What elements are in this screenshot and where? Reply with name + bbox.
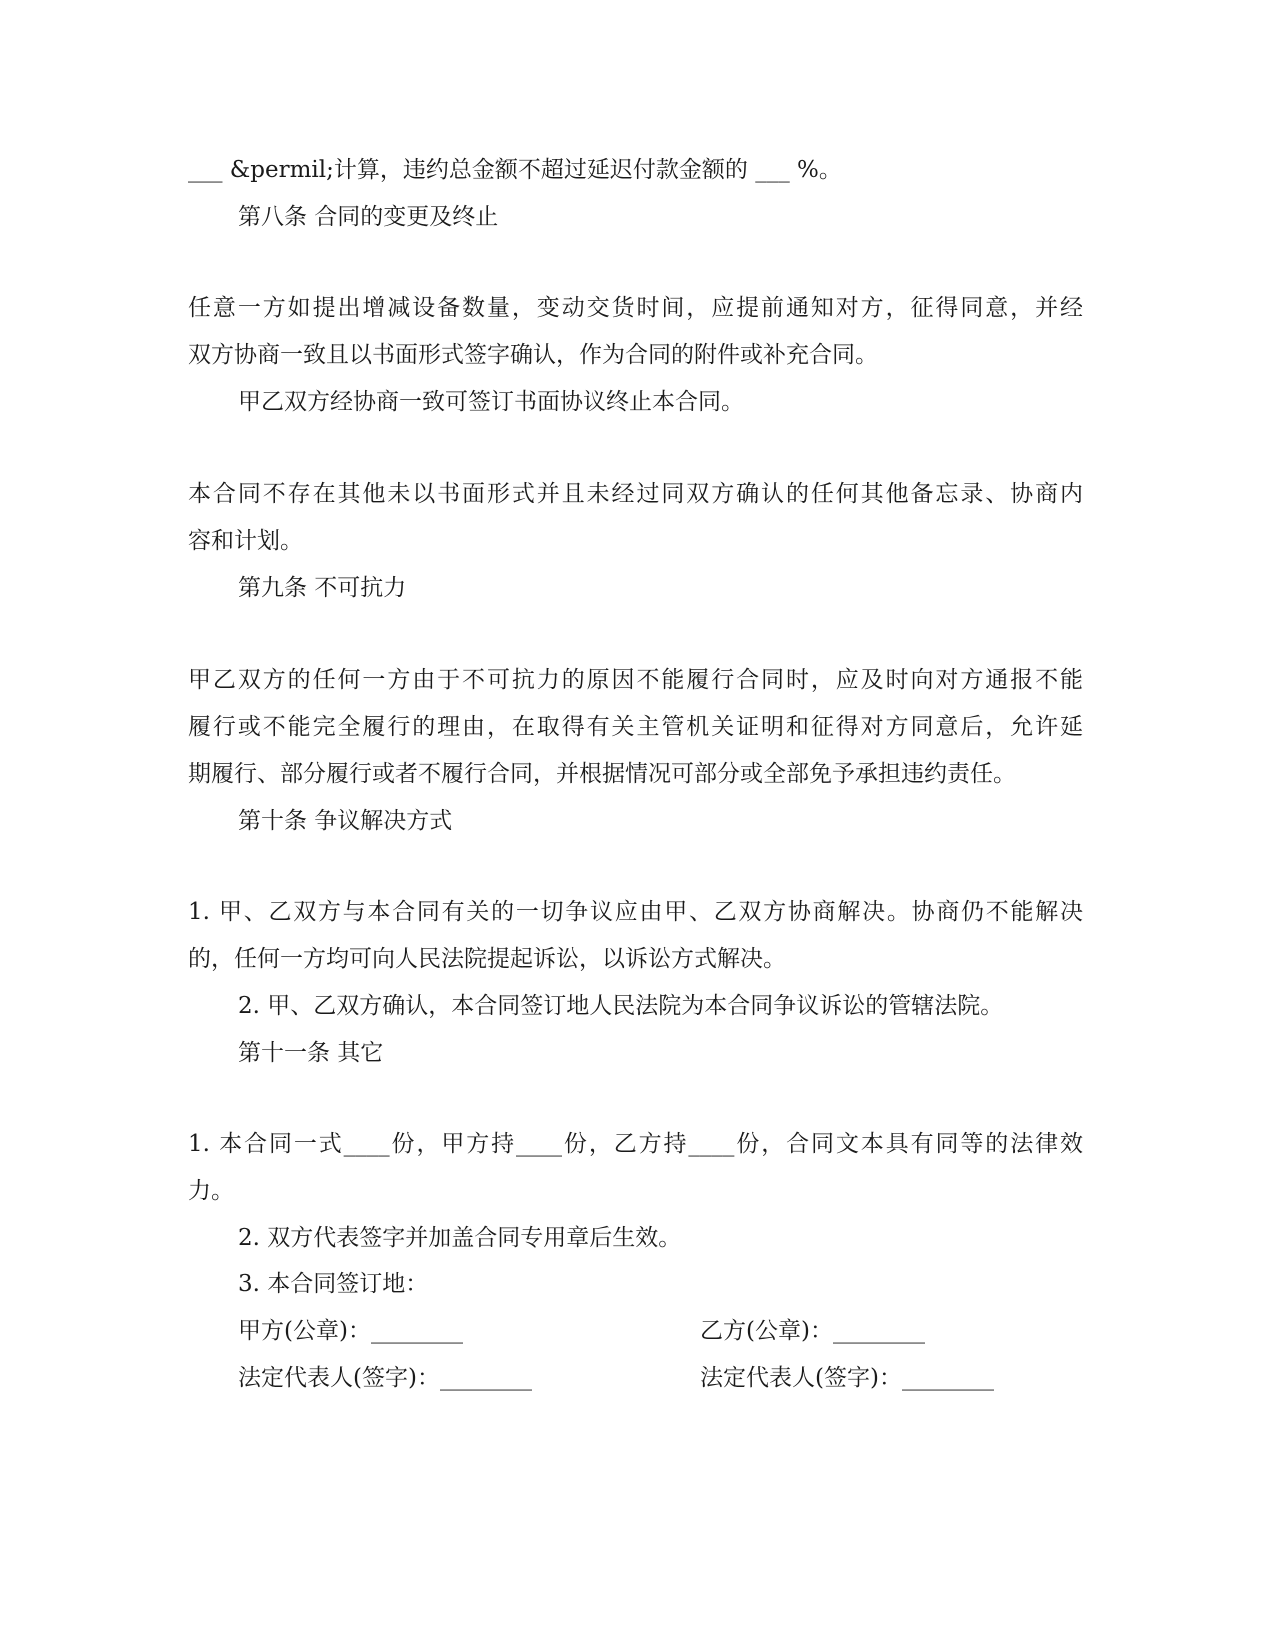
paragraph-line: 甲乙双方经协商一致可签订书面协议终止本合同。 [238, 389, 744, 415]
article-heading-8: 第八条 合同的变更及终止 [238, 204, 499, 230]
article-heading-10: 第十条 争议解决方式 [238, 808, 453, 834]
paragraph-line: 期履行、部分履行或者不履行合同，并根据情况可部分或全部免予承担违约责任。 [188, 761, 1016, 787]
paragraph-line: 2. 双方代表签字并加盖合同专用章后生效。 [238, 1225, 682, 1251]
party-a-seal-field: 甲方(公章)：________ [238, 1318, 463, 1344]
article-heading-11: 第十一条 其它 [238, 1040, 384, 1066]
paragraph-line: 的，任何一方均可向人民法院提起诉讼，以诉讼方式解决。 [188, 946, 786, 972]
paragraph-line: 双方协商一致且以书面形式签字确认，作为合同的附件或补充合同。 [188, 342, 878, 368]
paragraph-line: ___ &permil;计算，违约总金额不超过延迟付款金额的 ___ %。 [188, 157, 842, 183]
party-a-representative-field: 法定代表人(签字)：________ [238, 1365, 532, 1391]
paragraph-line: 1. 本合同一式____份，甲方持____份，乙方持____份，合同文本具有同等的法律效 [188, 1131, 1083, 1157]
paragraph-line: 3. 本合同签订地： [238, 1271, 429, 1297]
article-heading-9: 第九条 不可抗力 [238, 575, 407, 601]
paragraph-line: 履行或不能完全履行的理由，在取得有关主管机关证明和征得对方同意后，允许延 [188, 714, 1083, 740]
party-b-representative-field: 法定代表人(签字)：________ [700, 1365, 994, 1391]
paragraph-line: 容和计划。 [188, 528, 303, 554]
paragraph-line: 甲乙双方的任何一方由于不可抗力的原因不能履行合同时，应及时向对方通报不能 [188, 667, 1083, 693]
paragraph-line: 1. 甲、乙双方与本合同有关的一切争议应由甲、乙双方协商解决。协商仍不能解决 [188, 899, 1083, 925]
paragraph-line: 力。 [188, 1178, 234, 1204]
paragraph-line: 2. 甲、乙双方确认，本合同签订地人民法院为本合同争议诉讼的管辖法院。 [238, 993, 1004, 1019]
paragraph-line: 本合同不存在其他未以书面形式并且未经过同双方确认的任何其他备忘录、协商内 [188, 481, 1083, 507]
party-b-seal-field: 乙方(公章)：________ [700, 1318, 925, 1344]
paragraph-line: 任意一方如提出增减设备数量，变动交货时间，应提前通知对方，征得同意，并经 [188, 295, 1083, 321]
